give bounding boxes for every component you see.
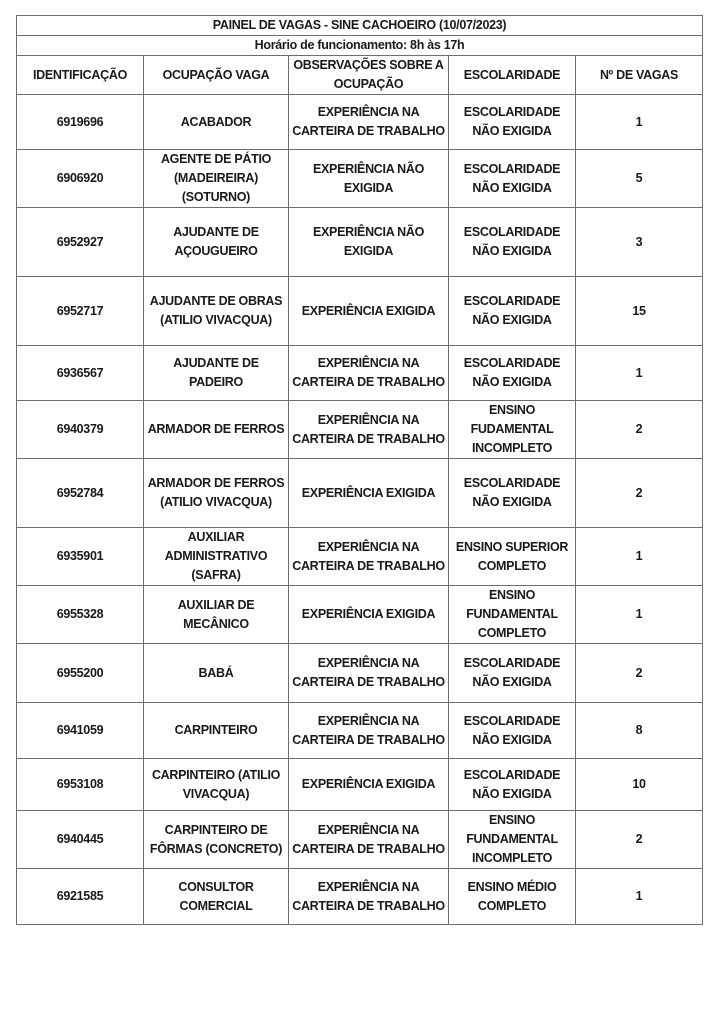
cell-ocupacao: CARPINTEIRO — [144, 703, 289, 759]
cell-identificacao: 6936567 — [17, 346, 144, 401]
col-header-ocupacao: OCUPAÇÃO VAGA — [144, 56, 289, 95]
table-row — [17, 811, 703, 869]
table-row — [17, 644, 703, 703]
cell-vagas: 5 — [576, 150, 703, 208]
cell-identificacao: 6941059 — [17, 703, 144, 759]
cell-observacoes: EXPERIÊNCIA NÃO EXIGIDA — [289, 150, 449, 208]
cell-escolaridade: ESCOLARIDADE NÃO EXIGIDA — [449, 150, 576, 208]
cell-ocupacao: BABÁ — [144, 644, 289, 703]
col-header-vagas: Nº DE VAGAS — [576, 56, 703, 95]
cell-identificacao: 6955200 — [17, 644, 144, 703]
cell-observacoes: EXPERIÊNCIA NA CARTEIRA DE TRABALHO — [289, 703, 449, 759]
cell-ocupacao: CONSULTOR COMERCIAL — [144, 869, 289, 925]
cell-observacoes: EXPERIÊNCIA NA CARTEIRA DE TRABALHO — [289, 346, 449, 401]
cell-vagas: 2 — [576, 644, 703, 703]
subtitle-row — [17, 36, 703, 56]
cell-observacoes: EXPERIÊNCIA NA CARTEIRA DE TRABALHO — [289, 869, 449, 925]
cell-identificacao: 6919696 — [17, 95, 144, 150]
cell-identificacao: 6935901 — [17, 528, 144, 586]
cell-identificacao: 6906920 — [17, 150, 144, 208]
cell-observacoes: EXPERIÊNCIA EXIGIDA — [289, 759, 449, 811]
cell-escolaridade: ENSINO FUDAMENTAL INCOMPLETO — [449, 401, 576, 459]
panel-title — [17, 16, 703, 36]
cell-identificacao: 6952927 — [17, 208, 144, 277]
cell-identificacao: 6940379 — [17, 401, 144, 459]
cell-vagas: 8 — [576, 703, 703, 759]
cell-observacoes: EXPERIÊNCIA NA CARTEIRA DE TRABALHO — [289, 644, 449, 703]
cell-observacoes: EXPERIÊNCIA EXIGIDA — [289, 586, 449, 644]
cell-ocupacao: AUXILIAR DE MECÂNICO — [144, 586, 289, 644]
cell-observacoes: EXPERIÊNCIA NA CARTEIRA DE TRABALHO — [289, 95, 449, 150]
cell-observacoes: EXPERIÊNCIA NA CARTEIRA DE TRABALHO — [289, 528, 449, 586]
panel-title-text: PAINEL DE VAGAS - SINE CACHOEIRO (10/07/2023) — [212, 18, 507, 32]
cell-observacoes: EXPERIÊNCIA NA CARTEIRA DE TRABALHO — [289, 401, 449, 459]
cell-vagas: 2 — [576, 811, 703, 869]
cell-identificacao: 6955328 — [17, 586, 144, 644]
cell-vagas: 3 — [576, 208, 703, 277]
cell-escolaridade: ESCOLARIDADE NÃO EXIGIDA — [449, 277, 576, 346]
header-row — [17, 56, 703, 95]
cell-escolaridade: ENSINO MÉDIO COMPLETO — [449, 869, 576, 925]
cell-escolaridade: ESCOLARIDADE NÃO EXIGIDA — [449, 208, 576, 277]
cell-vagas: 1 — [576, 346, 703, 401]
table-row — [17, 95, 703, 150]
cell-escolaridade: ENSINO FUNDAMENTAL INCOMPLETO — [449, 811, 576, 869]
table-row — [17, 346, 703, 401]
cell-identificacao: 6952717 — [17, 277, 144, 346]
cell-escolaridade: ESCOLARIDADE NÃO EXIGIDA — [449, 759, 576, 811]
cell-ocupacao: AJUDANTE DE AÇOUGUEIRO — [144, 208, 289, 277]
col-header-observacoes: OBSERVAÇÕES SOBRE A OCUPAÇÃO — [289, 56, 449, 95]
cell-vagas: 2 — [576, 401, 703, 459]
cell-vagas: 15 — [576, 277, 703, 346]
cell-ocupacao: AGENTE DE PÁTIO (MADEIREIRA) (SOTURNO) — [144, 150, 289, 208]
table-row — [17, 759, 703, 811]
cell-identificacao: 6940445 — [17, 811, 144, 869]
cell-ocupacao: ARMADOR DE FERROS (ATILIO VIVACQUA) — [144, 459, 289, 528]
cell-escolaridade: ESCOLARIDADE NÃO EXIGIDA — [449, 703, 576, 759]
table-row — [17, 401, 703, 459]
cell-identificacao: 6921585 — [17, 869, 144, 925]
table-row — [17, 586, 703, 644]
cell-ocupacao: AJUDANTE DE OBRAS (ATILIO VIVACQUA) — [144, 277, 289, 346]
table-row — [17, 703, 703, 759]
cell-escolaridade: ESCOLARIDADE NÃO EXIGIDA — [449, 459, 576, 528]
cell-escolaridade: ESCOLARIDADE NÃO EXIGIDA — [449, 644, 576, 703]
cell-identificacao: 6952784 — [17, 459, 144, 528]
cell-vagas: 1 — [576, 586, 703, 644]
col-header-escolaridade: ESCOLARIDADE — [449, 56, 576, 95]
cell-ocupacao: ARMADOR DE FERROS — [144, 401, 289, 459]
panel-subtitle-text: Horário de funcionamento: 8h às 17h — [254, 38, 465, 52]
table-row — [17, 150, 703, 208]
cell-ocupacao: CARPINTEIRO (ATILIO VIVACQUA) — [144, 759, 289, 811]
cell-observacoes: EXPERIÊNCIA NA CARTEIRA DE TRABALHO — [289, 811, 449, 869]
table-row — [17, 277, 703, 346]
vacancy-table — [16, 15, 703, 925]
cell-vagas: 10 — [576, 759, 703, 811]
cell-escolaridade: ENSINO FUNDAMENTAL COMPLETO — [449, 586, 576, 644]
cell-vagas: 1 — [576, 869, 703, 925]
cell-escolaridade: ESCOLARIDADE NÃO EXIGIDA — [449, 95, 576, 150]
cell-ocupacao: CARPINTEIRO DE FÔRMAS (CONCRETO) — [144, 811, 289, 869]
panel-subtitle — [17, 36, 703, 56]
title-row — [17, 16, 703, 36]
cell-vagas: 1 — [576, 95, 703, 150]
cell-ocupacao: AJUDANTE DE PADEIRO — [144, 346, 289, 401]
cell-vagas: 1 — [576, 528, 703, 586]
table-row — [17, 459, 703, 528]
cell-observacoes: EXPERIÊNCIA EXIGIDA — [289, 277, 449, 346]
table-row — [17, 208, 703, 277]
cell-escolaridade: ESCOLARIDADE NÃO EXIGIDA — [449, 346, 576, 401]
cell-vagas: 2 — [576, 459, 703, 528]
cell-ocupacao: ACABADOR — [144, 95, 289, 150]
cell-ocupacao: AUXILIAR ADMINISTRATIVO (SAFRA) — [144, 528, 289, 586]
cell-observacoes: EXPERIÊNCIA NÃO EXIGIDA — [289, 208, 449, 277]
cell-identificacao: 6953108 — [17, 759, 144, 811]
table-row — [17, 869, 703, 925]
table-row — [17, 528, 703, 586]
cell-observacoes: EXPERIÊNCIA EXIGIDA — [289, 459, 449, 528]
col-header-identificacao: IDENTIFICAÇÃO — [17, 56, 144, 95]
cell-escolaridade: ENSINO SUPERIOR COMPLETO — [449, 528, 576, 586]
